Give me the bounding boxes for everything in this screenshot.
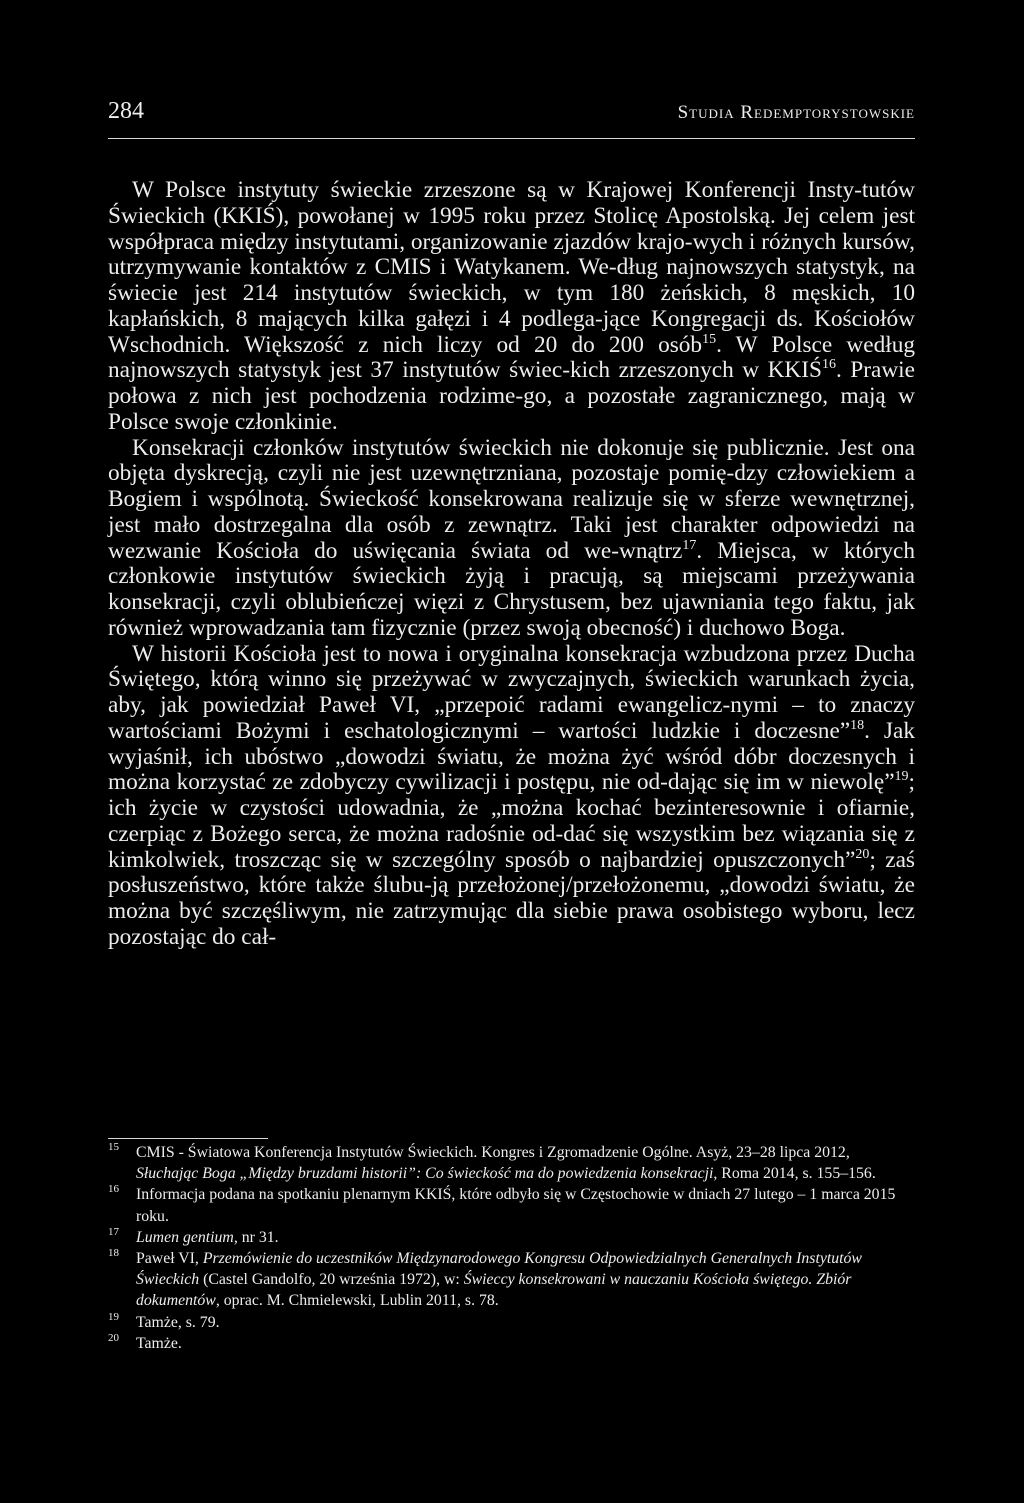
- footnotes: [108, 1142, 903, 1354]
- footnote-20: [108, 1333, 903, 1354]
- footnote-number: 16: [108, 1183, 119, 1196]
- footnote-number: 19: [108, 1310, 119, 1323]
- footnote-text: [136, 1312, 903, 1333]
- footnote-title: Przemówienie do uczestników Międzynarodowego Kongresu Odpowiedzialnych Generalnych Instytutów Świeckich: [136, 1250, 862, 1289]
- footnote-15: [108, 1142, 903, 1184]
- footnote-segment: (Castel Gandolfo, 20 września 1972), w:: [199, 1271, 464, 1289]
- footnote-ref-19: 19: [894, 769, 909, 785]
- footnote-ref-20: 20: [855, 846, 870, 862]
- footnote-segment: CMIS - Światowa Konferencja Instytutów Świeckich. Kongres i Zgromadzenie Ogólne. Asyż, 23–28 lipca 2012,: [136, 1144, 850, 1161]
- footnote-number: 20: [108, 1331, 119, 1344]
- footnote-ref-15: 15: [702, 331, 717, 347]
- footnote-ref-17: 17: [682, 537, 697, 553]
- footnote-segment: , oprac. M. Chmielewski, Lublin 2011, s. 78.: [215, 1292, 499, 1310]
- paragraph-text: . Prawie połowa z nich jest pochodzenia rodzime-go, a pozostałe zagranicznego, mają w Polsce swoje członkinie.: [108, 357, 915, 435]
- running-title: Studia Redemptorystowskie: [677, 102, 915, 123]
- paragraph-text: . W Polsce według najnowszych statystyk jest 37 instytutów świec-kich zrzeszonych w KKIŚ: [108, 331, 915, 384]
- footnote-text: [136, 1248, 903, 1312]
- footnote-title: Lumen gentium: [136, 1228, 234, 1246]
- footnote-text: [136, 1184, 903, 1226]
- paragraph-text: . Miejsca, w których członkowie instytutów świeckich żyją i pracują, są miejscami przeżywania konsekracji, czyli oblubieńczej więzi z Chrystusem, bez ujawniania tego faktu, jak również wprowadzania tam fizycznie (przez swoją obecność) i duchowo Boga.: [108, 537, 915, 641]
- paragraph-text: W Polsce instytuty świeckie zrzeszone są w Krajowej Konferencji Insty-tutów Świeckich (KKIŚ), powołanej w 1995 roku przez Stolicę Apostolską. Jej celem jest współpraca między instytutami, organizowanie zjazdów krajo-wych i różnych kursów, utrzymywanie kontaktów z CMIS i Watykanem. We-dług najnowszych statystyk, na świecie jest 214 instytutów świeckich, w tym 180 żeńskich, 8 męskich, 10 kapłańskich, 8 mających kilka gałęzi i 4 podlega-jące Kongregacji ds. Kościołów Wschodnich. Większość z nich liczy od 20 do 200 osób: [108, 177, 915, 358]
- footnote-number: 15: [108, 1141, 119, 1153]
- footnote-segment: Tamże, s. 79.: [136, 1313, 220, 1331]
- footnote-number: 17: [108, 1225, 119, 1238]
- footnote-ref-16: 16: [821, 357, 836, 373]
- footnote-19: [108, 1312, 903, 1333]
- footnote-18: [108, 1248, 903, 1312]
- paragraph-text: W historii Kościoła jest to nowa i oryginalna konsekracja wzbudzona przez Ducha Świętego, którą winno się przeżywać w zwyczajnych, świeckich warunkach życia, aby, jak powiedział Paweł VI, „przepoić radami ewangelicz-nymi – to znaczy wartościami Bożymi i eschatologicznymi – wartości ludzkie i doczesne”: [108, 640, 915, 744]
- footnote-segment: Informacja podana na spotkaniu plenarnym KKIŚ, które odbyło się w Częstochowie w dniach 27 lutego – 1 marca 2015 roku.: [136, 1186, 896, 1225]
- paragraph-text: Konsekracji członków instytutów świeckich nie dokonuje się publicznie. Jest ona objęta dyskrecją, czyli nie jest uzewnętrzniana, pozostaje pomię-dzy człowiekiem a Bogiem i wspólnotą. Świeckość konsekrowana realizuje się w sferze wewnętrznej, jest mało dostrzegalna dla osób z zewnątrz. Taki jest charakter odpowiedzi na wezwanie Kościoła do uświęcania świata od we-wnątrz: [108, 434, 915, 564]
- footnote-text: [136, 1227, 903, 1248]
- footnote-text: [136, 1333, 903, 1354]
- footnote-16: [108, 1184, 903, 1226]
- header-rule: [108, 138, 915, 139]
- footnote-number: 18: [108, 1247, 119, 1260]
- paragraph-2: [108, 436, 915, 642]
- page-number: 284: [108, 98, 144, 124]
- footnote-segment: Tamże.: [136, 1334, 182, 1352]
- paragraph-3: [108, 642, 915, 951]
- footnote-segment: Paweł VI,: [136, 1250, 203, 1268]
- body-text: [108, 178, 915, 951]
- footnote-title: Świeccy konsekrowani w nauczaniu Kościoła świętego. Zbiór dokumentów: [136, 1271, 852, 1310]
- footnote-title: Słuchając Boga „Między bruzdami historii”: Co świeckość ma do powiedzenia konsekracji: [136, 1165, 714, 1183]
- paragraph-text: ; zaś posłuszeństwo, które także ślubu-ją przełożonej/przełożonemu, „dowodzi światu, że można być szczęśliwym, nie zatrzymując dla siebie prawa osobistego wyboru, lecz pozostając do cał-: [108, 846, 915, 950]
- footnote-text: [136, 1142, 903, 1184]
- page-header: [108, 96, 915, 136]
- footnote-segment: , nr 31.: [233, 1228, 279, 1246]
- paragraph-text: ; ich życie w czystości udowadnia, że „można kochać bezinteresownie i ofiarnie, czerpiąc z Bożego serca, że można radośnie od-dać się wszystkim bez wiązania się z kimkolwiek, troszcząc się w szczególny sposób o najbardziej opuszczonych”: [108, 769, 915, 873]
- footnote-segment: , Roma 2014, s. 155–156.: [713, 1165, 876, 1183]
- paragraph-text: . Jak wyjaśnił, ich ubóstwo „dowodzi światu, że można żyć wśród dóbr doczesnych i można korzystać ze zdobyczy cywilizacji i postępu, nie od-dając się im w niewolę”: [108, 717, 915, 796]
- footnote-ref-18: 18: [850, 717, 865, 733]
- paragraph-1: [108, 178, 915, 436]
- footnote-17: [108, 1227, 903, 1248]
